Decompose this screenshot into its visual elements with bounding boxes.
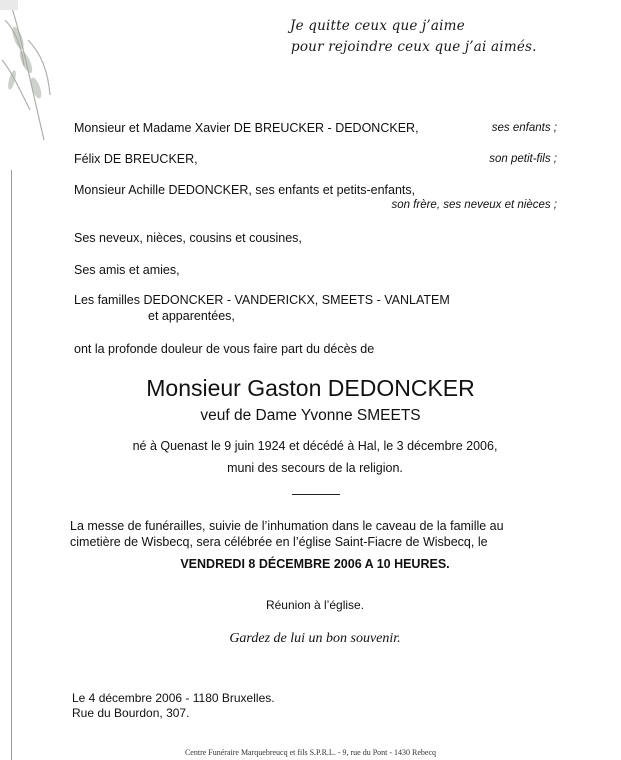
family-name-2: Félix DE BREUCKER,	[74, 152, 198, 166]
reunion-line: Réunion à l’église.	[265, 598, 365, 612]
wheat-ornament-icon	[0, 0, 70, 150]
souvenir-line: Gardez de lui un bon souvenir.	[229, 631, 401, 646]
quote-line-2: pour rejoindre ceux que j’ai aimés.	[291, 39, 537, 55]
separator-rule	[292, 494, 340, 495]
address-line-1: Le 4 décembre 2006 - 1180 Bruxelles.	[72, 691, 275, 705]
family-name-3: Monsieur Achille DEDONCKER, ses enfants et petits-enfants,	[74, 183, 416, 197]
familles-line-2: et apparentées,	[148, 309, 235, 323]
birth-death-line: né à Quenast le 9 juin 1924 et décédé à Hal, le 3 décembre 2006,	[132, 439, 498, 453]
amis-line: Ses amis et amies,	[74, 263, 180, 277]
family-relation-1: ses enfants ;	[491, 122, 557, 134]
address-line-2: Rue du Bourdon, 307.	[72, 706, 190, 720]
religion-line: muni des secours de la religion.	[227, 461, 403, 475]
quote-line-1: Je quitte ceux que j’aime	[290, 18, 465, 34]
announcement-line: ont la profonde douleur de vous faire part du décès de	[74, 342, 375, 356]
family-relation-3: son frère, ses neveux et nièces ;	[391, 199, 557, 211]
family-relation-2: son petit-fils ;	[489, 153, 557, 165]
funeral-line-2: cimetière de Wisbecq, sera célébrée en l’église Saint-Fiacre de Wisbecq, le	[70, 535, 488, 549]
corner-mark	[0, 0, 18, 10]
familles-line-1: Les familles DEDONCKER - VANDERICKX, SMEETS - VANLATEM	[74, 293, 450, 307]
deceased-name: Monsieur Gaston DEDONCKER	[146, 375, 475, 401]
footer-printer: Centre Funéraire Marquebreucq et fils S.P.R.L. - 9, rue du Pont - 1430 Rebecq	[184, 748, 437, 757]
funeral-date: VENDREDI 8 DÉCEMBRE 2006 A 10 HEURES.	[180, 557, 450, 571]
family-name-1: Monsieur et Madame Xavier DE BREUCKER - DEDONCKER,	[74, 121, 419, 135]
funeral-line-1: La messe de funérailles, suivie de l’inhumation dans le caveau de la famille au	[70, 519, 504, 533]
widower-line: veuf de Dame Yvonne SMEETS	[200, 407, 421, 424]
neveux-line: Ses neveux, nièces, cousins et cousines,	[74, 231, 302, 245]
